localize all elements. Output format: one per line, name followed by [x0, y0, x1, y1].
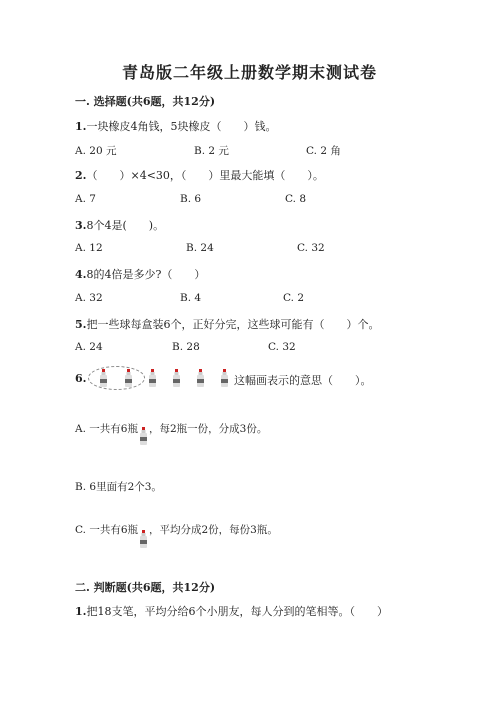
question-number: 4. — [75, 268, 87, 281]
bottle-icon — [220, 369, 229, 387]
q6-option-c-rest: ，平均分成2份，每份3瓶。 — [149, 524, 278, 536]
option-b: B. 28 — [172, 341, 200, 353]
bottle-icon — [148, 369, 157, 387]
option-a: A. 12 — [75, 242, 103, 254]
option-c: C. 2 — [283, 292, 305, 304]
question-5 — [75, 316, 379, 332]
q6-option-b: B. 6里面有2个3。 — [75, 481, 162, 493]
question-text: 一块橡皮4角钱，5块橡皮（ ）钱。 — [86, 120, 277, 133]
page-title: 青岛版二年级上册数学期末测试卷 — [121, 63, 377, 82]
question-number: 1. — [75, 120, 87, 133]
option-b: B. 2 元 — [194, 145, 229, 157]
question-text: 把一些球每盒装6个，正好分完，这些球可能有（ ）个。 — [86, 318, 380, 331]
option-c: C. 2 角 — [306, 145, 341, 157]
question-number: 3. — [75, 219, 87, 232]
option-c: C. 32 — [297, 242, 325, 254]
bottle-icon — [124, 369, 133, 387]
question-4 — [75, 266, 205, 282]
bottle-icon — [139, 530, 148, 548]
grouping-circle — [88, 366, 145, 390]
section-heading-judge: 二. 判断题(共6题，共12分) — [75, 581, 216, 594]
question-1 — [75, 118, 276, 134]
question-3 — [75, 217, 164, 233]
q6-option-a-rest: ，每2瓶一份，分成3份。 — [149, 423, 268, 435]
option-a: A. 32 — [75, 292, 103, 304]
question-number: 2. — [75, 169, 87, 182]
section-heading-choice: 一. 选择题(共6题，共12分) — [75, 95, 216, 108]
question-6-text: 这幅画表示的意思（ ）。 — [234, 374, 372, 387]
q6-option-c: C. 一共有6瓶 — [75, 524, 139, 536]
question-number: 5. — [75, 318, 87, 331]
option-b: B. 6 — [180, 193, 202, 205]
option-a: A. 7 — [75, 193, 96, 205]
question-2 — [75, 167, 324, 183]
option-c: C. 8 — [285, 193, 307, 205]
option-b: B. 24 — [186, 242, 214, 254]
option-a: A. 20 元 — [75, 145, 117, 157]
question-6-number: 6. — [75, 372, 87, 385]
bottle-icon — [99, 369, 108, 387]
question-text: 8的4倍是多少?（ ） — [86, 268, 206, 281]
option-c: C. 32 — [268, 341, 296, 353]
question-text: （ ）×4<30，（ ）里最大能填（ ）。 — [86, 169, 324, 182]
option-a: A. 24 — [75, 341, 103, 353]
bottle-icon — [172, 369, 181, 387]
question-text: 8个4是( )。 — [86, 219, 165, 232]
question-text: 把18支笔，平均分给6个小朋友，每人分到的笔相等。（ ） — [86, 605, 388, 618]
bottle-icon — [196, 369, 205, 387]
option-b: B. 4 — [180, 292, 202, 304]
bottle-illustration — [88, 366, 238, 390]
q6-option-a: A. 一共有6瓶 — [75, 423, 138, 435]
bottle-icon — [139, 427, 148, 445]
question-number: 1. — [75, 605, 87, 618]
judge-question-1 — [75, 603, 388, 619]
